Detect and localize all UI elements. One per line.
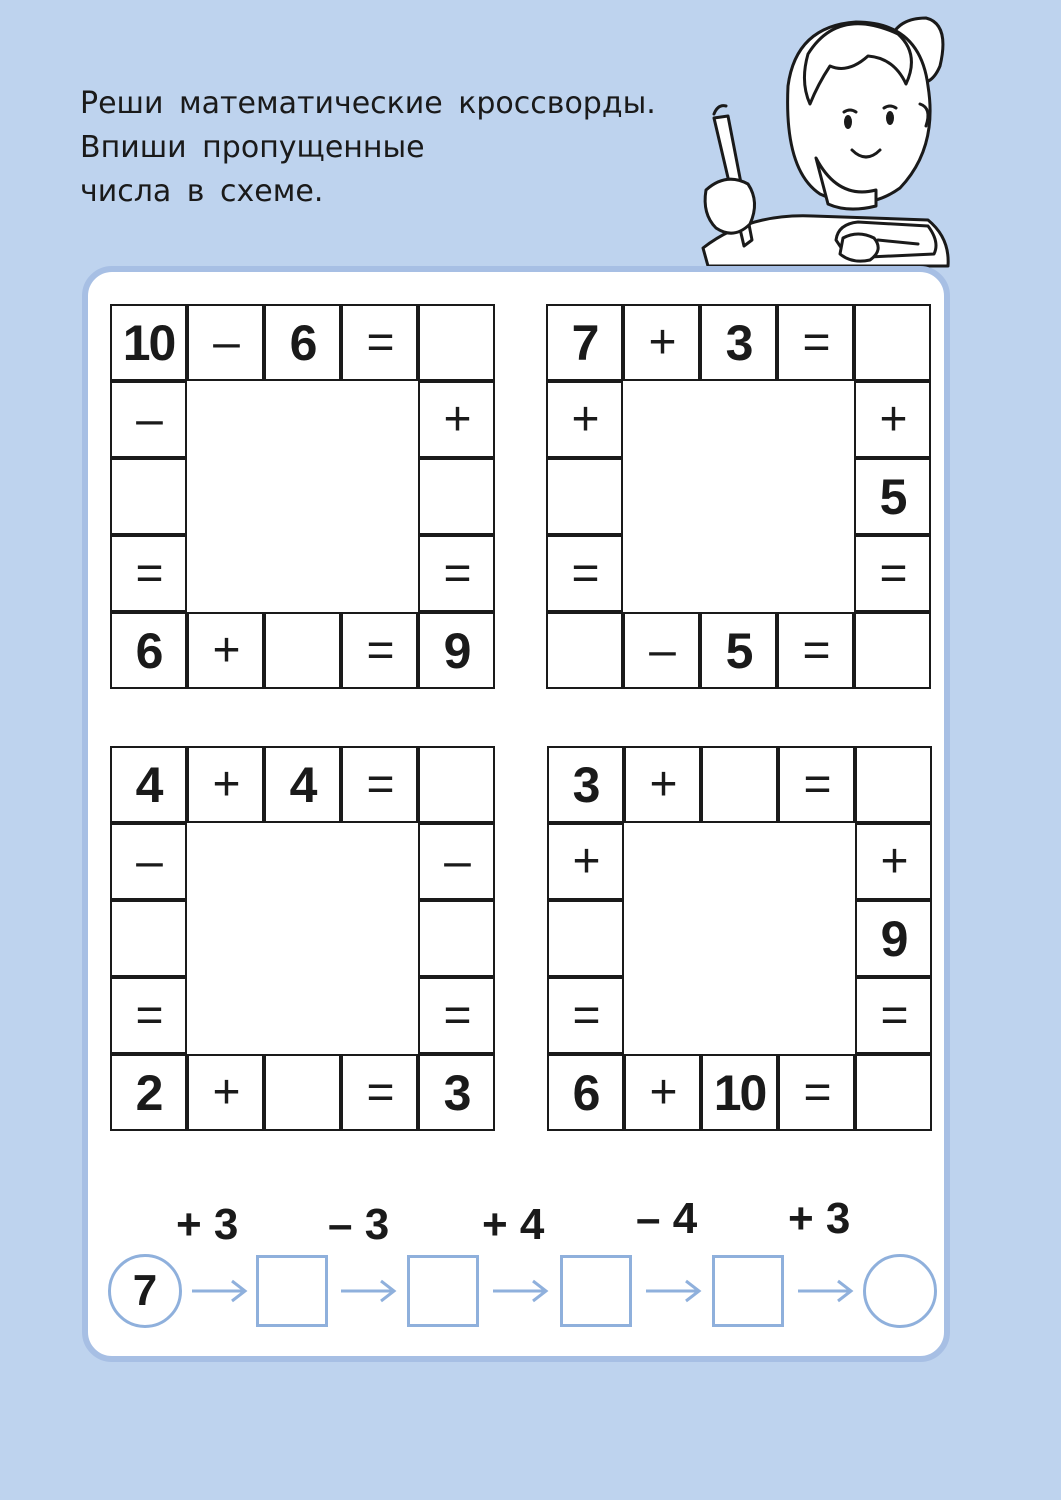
cell[interactable]: 2: [110, 1054, 187, 1131]
chain-operation: – 3: [328, 1200, 390, 1249]
cell[interactable]: =: [777, 612, 854, 689]
cell[interactable]: 6: [264, 304, 341, 381]
cell[interactable]: =: [341, 612, 418, 689]
cell[interactable]: +: [623, 304, 700, 381]
instruction-line-3: числа в схеме.: [80, 174, 324, 209]
cell[interactable]: =: [110, 535, 187, 612]
cell[interactable]: =: [855, 977, 932, 1054]
cell[interactable]: =: [778, 1054, 855, 1131]
instructions: [80, 82, 656, 214]
cell[interactable]: =: [418, 977, 495, 1054]
cell[interactable]: 4: [264, 746, 341, 823]
arrow-right-icon: [339, 1279, 397, 1303]
answer-cell[interactable]: [418, 900, 495, 977]
cell[interactable]: 6: [110, 612, 187, 689]
chain-answer-box[interactable]: [712, 1255, 784, 1327]
cell[interactable]: –: [187, 304, 264, 381]
cell[interactable]: +: [624, 1054, 701, 1131]
cell[interactable]: 9: [418, 612, 495, 689]
cell[interactable]: –: [110, 823, 187, 900]
chain-operation: + 4: [482, 1200, 545, 1249]
answer-cell[interactable]: [546, 458, 623, 535]
cell[interactable]: +: [418, 381, 495, 458]
chain-answer-box[interactable]: [407, 1255, 479, 1327]
answer-cell[interactable]: [701, 746, 778, 823]
answer-cell[interactable]: [418, 458, 495, 535]
cell[interactable]: 3: [418, 1054, 495, 1131]
answer-cell[interactable]: [546, 612, 623, 689]
arrow-right-icon: [644, 1279, 702, 1303]
cell[interactable]: =: [341, 746, 418, 823]
cell[interactable]: 7: [546, 304, 623, 381]
cell[interactable]: 6: [547, 1054, 624, 1131]
cell[interactable]: +: [546, 381, 623, 458]
girl-with-pen-illustration: [688, 8, 958, 270]
cell[interactable]: 5: [854, 458, 931, 535]
answer-cell[interactable]: [264, 1054, 341, 1131]
cell[interactable]: +: [187, 1054, 264, 1131]
cell[interactable]: 5: [700, 612, 777, 689]
instruction-line-1: Реши математические кроссворды.: [80, 86, 656, 121]
arrow-right-icon: [796, 1279, 854, 1303]
answer-cell[interactable]: [110, 458, 187, 535]
cell[interactable]: =: [546, 535, 623, 612]
cell[interactable]: =: [778, 746, 855, 823]
cell[interactable]: –: [623, 612, 700, 689]
exercise-panel: [82, 266, 950, 1362]
cell[interactable]: =: [110, 977, 187, 1054]
chain-operation: – 4: [636, 1194, 698, 1243]
answer-cell[interactable]: [547, 900, 624, 977]
chain-end-circle[interactable]: [863, 1254, 937, 1328]
cell[interactable]: =: [547, 977, 624, 1054]
cell[interactable]: =: [777, 304, 854, 381]
cell[interactable]: +: [187, 612, 264, 689]
cell[interactable]: 3: [547, 746, 624, 823]
answer-cell[interactable]: [855, 746, 932, 823]
cell[interactable]: –: [418, 823, 495, 900]
chain-operation: + 3: [788, 1194, 851, 1243]
answer-cell[interactable]: [110, 900, 187, 977]
answer-cell[interactable]: [418, 746, 495, 823]
cell[interactable]: 10: [110, 304, 187, 381]
answer-cell[interactable]: [264, 612, 341, 689]
cell[interactable]: =: [341, 1054, 418, 1131]
instruction-line-2: Впиши пропущенные: [80, 130, 425, 165]
cell[interactable]: 10: [701, 1054, 778, 1131]
answer-cell[interactable]: [418, 304, 495, 381]
answer-cell[interactable]: [854, 304, 931, 381]
cell[interactable]: –: [110, 381, 187, 458]
cell[interactable]: +: [187, 746, 264, 823]
cell[interactable]: +: [547, 823, 624, 900]
arrow-right-icon: [190, 1279, 248, 1303]
cell[interactable]: +: [855, 823, 932, 900]
cell[interactable]: 3: [700, 304, 777, 381]
cell[interactable]: +: [624, 746, 701, 823]
chain-operation: + 3: [176, 1200, 239, 1249]
chain-answer-box[interactable]: [560, 1255, 632, 1327]
arrow-right-icon: [491, 1279, 549, 1303]
cell[interactable]: =: [854, 535, 931, 612]
cell[interactable]: 9: [855, 900, 932, 977]
chain-answer-box[interactable]: [256, 1255, 328, 1327]
cell[interactable]: =: [418, 535, 495, 612]
answer-cell[interactable]: [854, 612, 931, 689]
cell[interactable]: +: [854, 381, 931, 458]
cell[interactable]: 4: [110, 746, 187, 823]
answer-cell[interactable]: [855, 1054, 932, 1131]
chain-start-circle: 7: [108, 1254, 182, 1328]
cell[interactable]: =: [341, 304, 418, 381]
